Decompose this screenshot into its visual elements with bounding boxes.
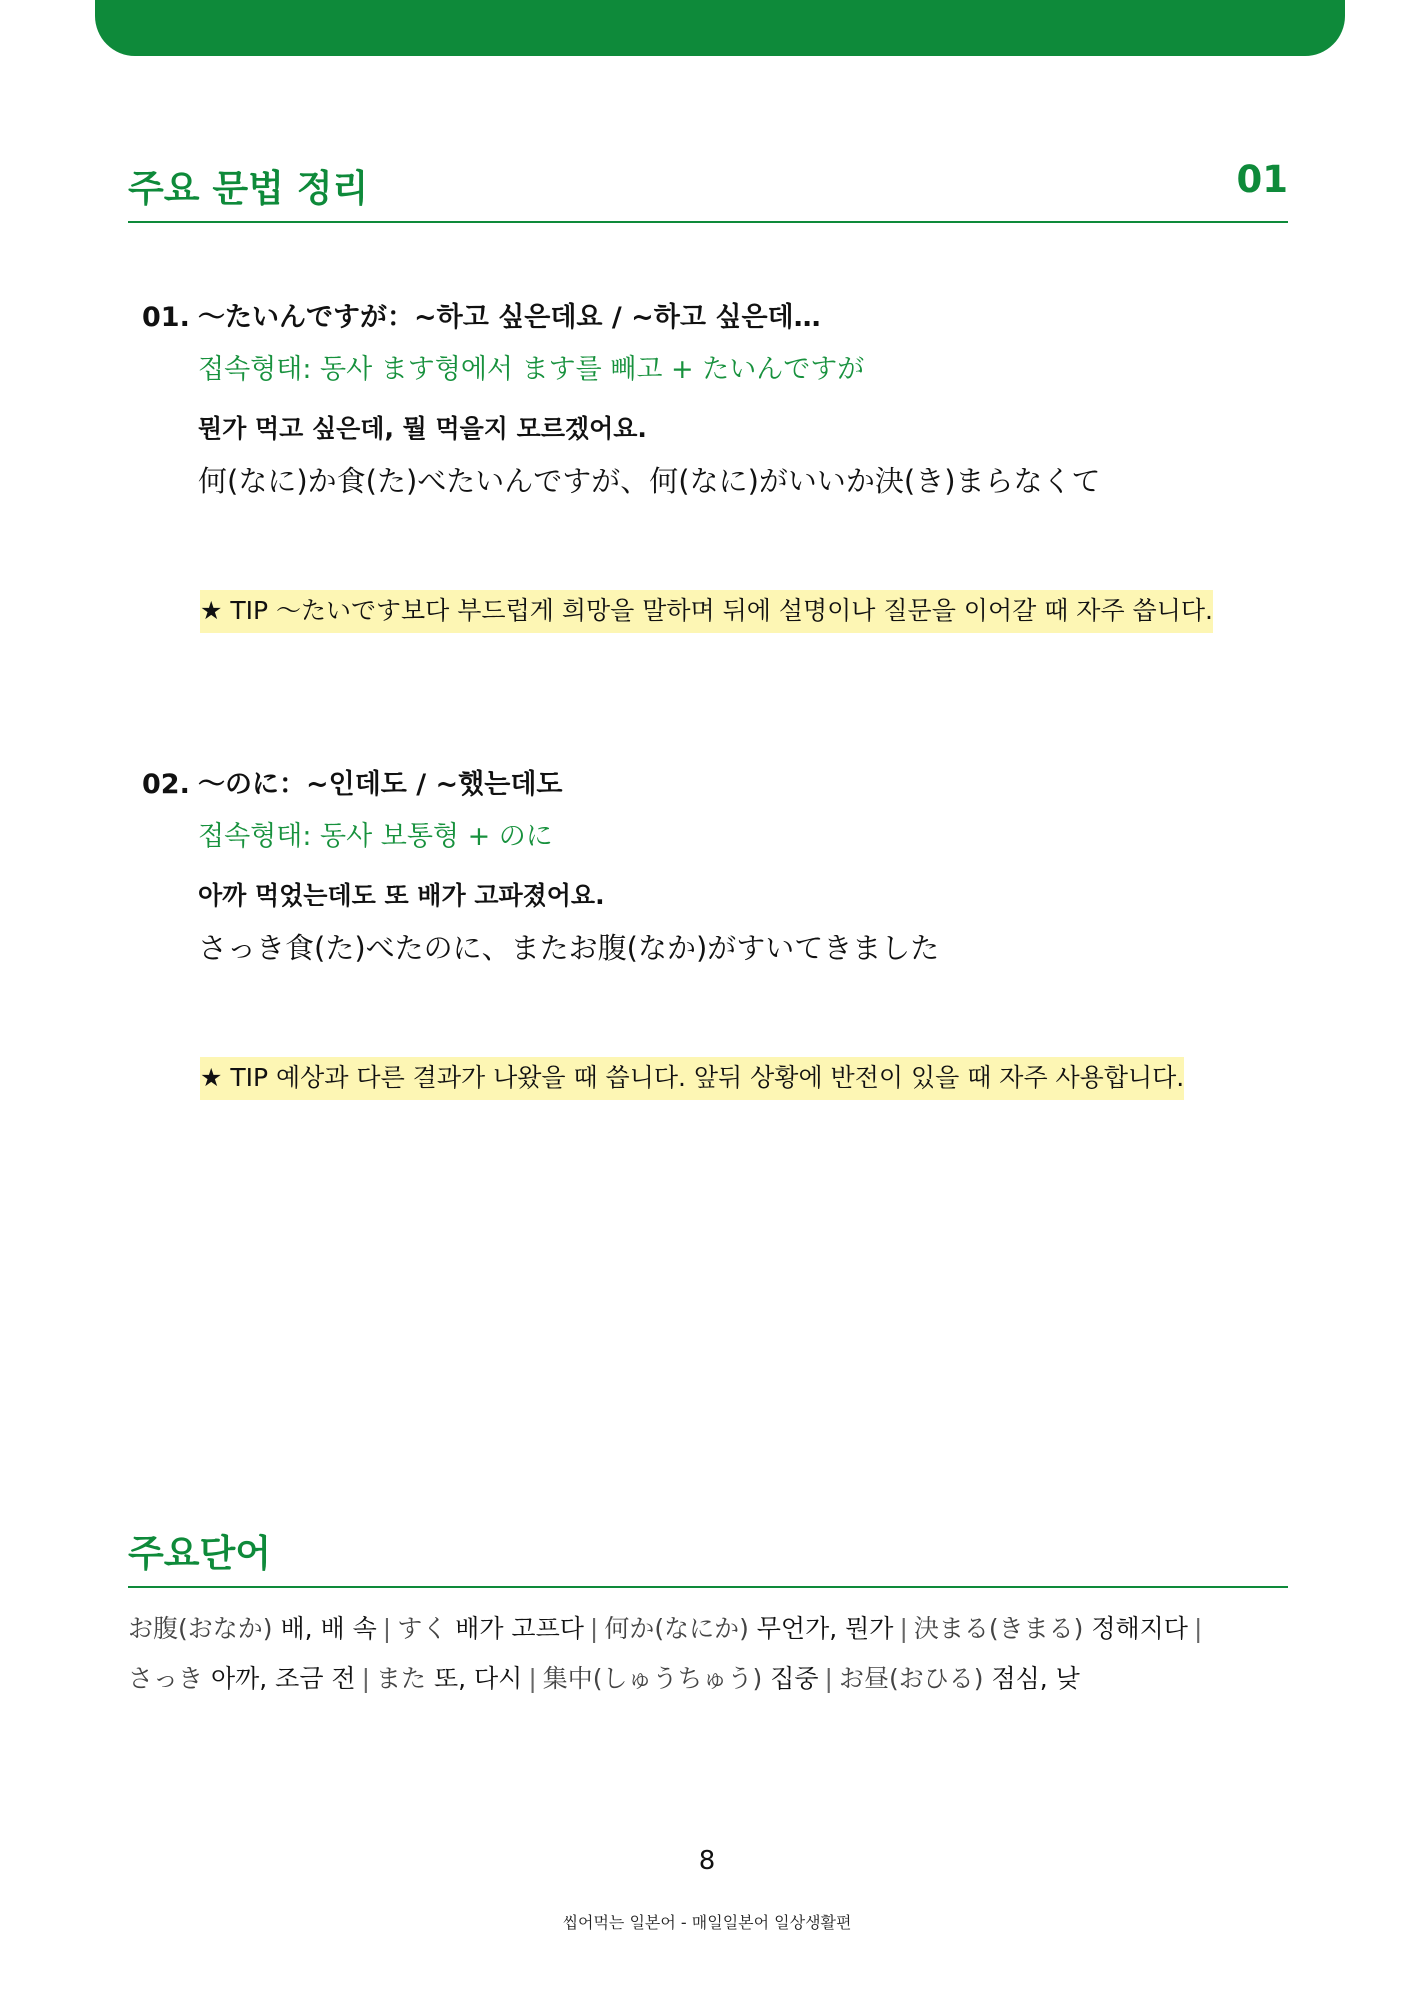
tip-text: ★ TIP 예상과 다른 결과가 나왔을 때 씁니다. 앞뒤 상황에 반전이 있을 때 자주 사용합니다. [200, 1057, 1184, 1100]
vocab-word-ja: 集中(しゅうちゅう) [542, 1664, 763, 1693]
vocab-item [914, 1614, 1188, 1643]
grammar-tip [198, 1052, 1188, 1102]
vocab-meaning-ko: 또, 다시 [433, 1664, 523, 1693]
vocab-item [839, 1664, 1080, 1693]
vocab-separator: | [824, 1664, 833, 1693]
vocab-meaning-ko: 아까, 조금 전 [210, 1664, 356, 1693]
section-title: 주요 문법 정리 [128, 167, 369, 210]
example-japanese: 何(なに)か食(た)べたいんですが、何(なに)がいいか決(き)まらなくて [198, 464, 1101, 498]
vocab-word-ja: お腹(おなか) [128, 1614, 273, 1643]
top-banner [95, 0, 1345, 56]
grammar-number: 01. [142, 302, 190, 333]
vocab-item [543, 1664, 819, 1693]
vocab-separator: | [361, 1664, 370, 1693]
vocab-title: 주요단어 [128, 1532, 271, 1575]
example-korean: 아까 먹었는데도 또 배가 고파졌어요. [198, 881, 605, 910]
vocab-meaning-ko: 정해지다 [1091, 1614, 1188, 1643]
vocab-item [128, 1614, 377, 1643]
grammar-form: 접속형태: 동사 보통형 + のに [198, 821, 553, 852]
vocab-word-ja: お昼(おひる) [838, 1664, 984, 1693]
grammar-form: 접속형태: 동사 ます형에서 ます를 빼고 + たいんですが [198, 354, 865, 385]
example-korean: 뭔가 먹고 싶은데, 뭘 먹을지 모르겠어요. [198, 414, 647, 443]
vocab-separator: | [528, 1664, 537, 1693]
vocab-meaning-ko: 점심, 낮 [991, 1664, 1080, 1693]
grammar-tip [198, 585, 1217, 635]
vocab-item [128, 1664, 356, 1693]
vocab-meaning-ko: 집중 [770, 1664, 819, 1693]
vocab-word-ja: さっき [128, 1664, 204, 1693]
vocab-item [397, 1614, 584, 1643]
grammar-title: ～たいんですが：~하고 싶은데요 / ~하고 싶은데… [198, 302, 821, 333]
page-header [128, 158, 1288, 208]
grammar-heading [142, 762, 562, 801]
vocab-divider [128, 1586, 1288, 1588]
vocab-word-ja: すく [397, 1614, 448, 1643]
vocab-separator: | [1193, 1614, 1203, 1643]
vocab-word-ja: 決まる(きまる) [913, 1614, 1084, 1643]
vocab-meaning-ko: 무언가, 뭔가 [756, 1614, 894, 1643]
grammar-number: 02. [142, 769, 190, 800]
example-japanese: さっき食(た)べたのに、またお腹(なか)がすいてきました [198, 931, 940, 965]
page-number: 8 [698, 1846, 716, 1876]
vocab-meaning-ko: 배, 배 속 [280, 1614, 377, 1643]
vocab-word-ja: また [376, 1664, 427, 1693]
vocab-separator: | [589, 1614, 599, 1643]
tip-text: ★ TIP ～たいです보다 부드럽게 희망을 말하며 뒤에 설명이나 질문을 이어갈 때 자주 씁니다. [200, 590, 1213, 633]
vocab-item [604, 1614, 893, 1643]
vocab-meaning-ko: 배가 고프다 [455, 1614, 584, 1643]
footer-text: 씹어먹는 일본어 - 매일일본어 일상생활편 [562, 1913, 852, 1932]
grammar-title: ～のに：~인데도 / ~했는데도 [198, 769, 563, 800]
header-divider [128, 221, 1288, 223]
vocab-word-ja: 何か(なにか) [604, 1614, 749, 1643]
vocab-list [128, 1604, 1298, 1704]
grammar-heading [142, 295, 821, 334]
vocab-item [376, 1664, 522, 1693]
section-index: 01 [1236, 158, 1288, 201]
vocab-separator: | [899, 1614, 908, 1643]
vocab-separator: | [382, 1614, 392, 1643]
